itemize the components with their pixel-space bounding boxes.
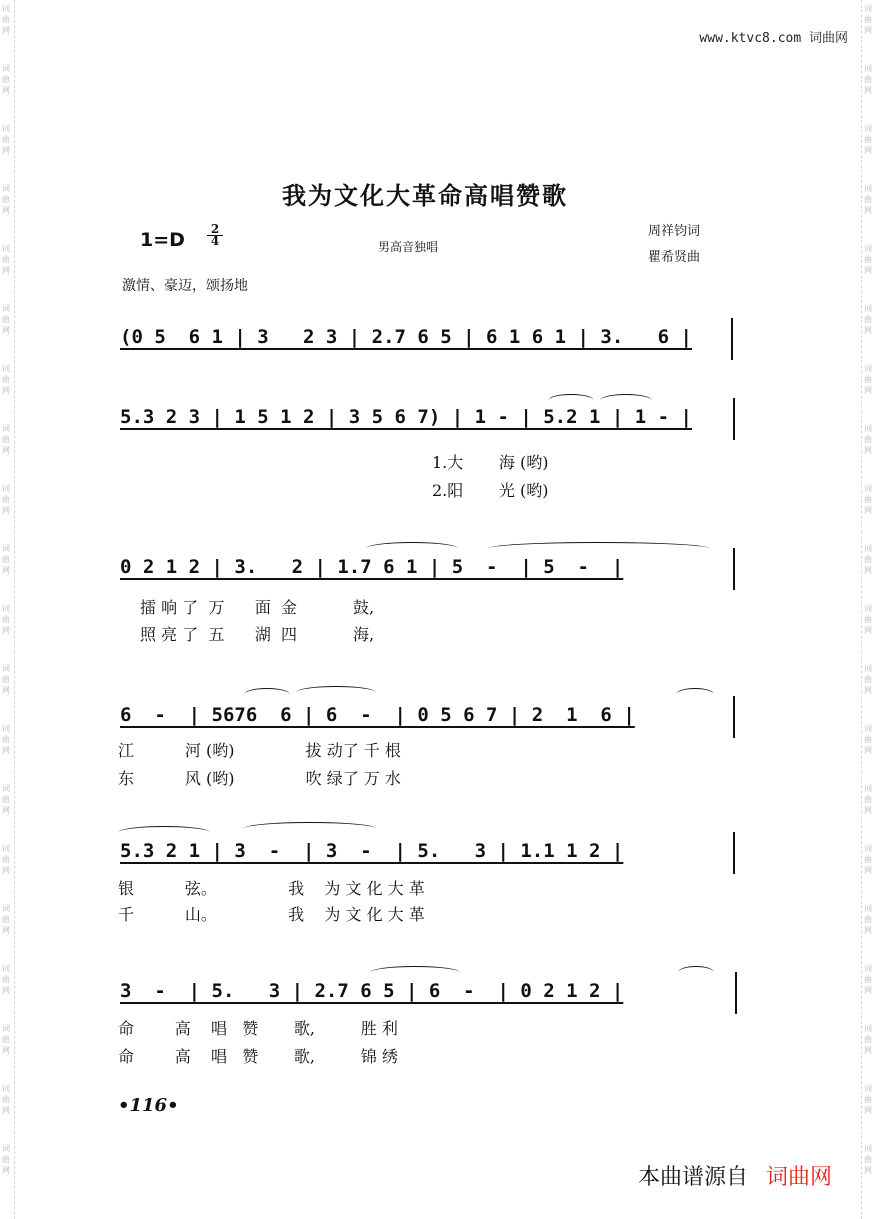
top-watermark[interactable]: www.ktvc8.com 词曲网 bbox=[699, 31, 848, 46]
lyric-verse-2: 东 风 (哟) 吹 绿了 万 水 bbox=[118, 769, 401, 788]
side-watermark-glyph: 网 bbox=[864, 626, 872, 635]
tempo-marking: 激情、豪迈，颂扬地 bbox=[122, 278, 248, 294]
side-watermark-glyph: 词 bbox=[2, 604, 10, 613]
side-watermark-glyph: 网 bbox=[864, 86, 872, 95]
side-watermark-glyph: 词 bbox=[864, 1144, 872, 1153]
side-watermark-glyph: 词 bbox=[864, 304, 872, 313]
side-watermark-glyph: 词 bbox=[864, 724, 872, 733]
side-watermark-glyph: 词 bbox=[864, 4, 872, 13]
side-watermark-glyph: 曲 bbox=[864, 615, 872, 624]
side-watermark-glyph: 词 bbox=[864, 1084, 872, 1093]
side-watermark-glyph: 曲 bbox=[864, 1095, 872, 1104]
side-watermark-glyph: 网 bbox=[864, 566, 872, 575]
side-watermark-glyph: 网 bbox=[2, 626, 10, 635]
jianpu-notes: 5.3 2 1 | 3 - | 3 - | 5. 3 | 1.1 1 2 | bbox=[120, 840, 624, 862]
side-watermark-glyph: 网 bbox=[2, 206, 10, 215]
lyric-verse-2: 千 山。 我 为 文 化 大 革 bbox=[118, 905, 425, 924]
side-watermark-glyph: 曲 bbox=[864, 1155, 872, 1164]
song-title: 我为文化大革命高唱赞歌 bbox=[282, 181, 568, 210]
side-watermark-glyph: 词 bbox=[864, 844, 872, 853]
side-watermark-glyph: 曲 bbox=[864, 195, 872, 204]
side-watermark-glyph: 词 bbox=[2, 124, 10, 133]
side-watermark-glyph: 网 bbox=[864, 326, 872, 335]
side-watermark-glyph: 词 bbox=[864, 664, 872, 673]
jianpu-notes: 3 - | 5. 3 | 2.7 6 5 | 6 - | 0 2 1 2 | bbox=[120, 980, 624, 1002]
side-watermark-glyph: 网 bbox=[864, 146, 872, 155]
staff-line bbox=[0, 542, 876, 602]
side-watermark-glyph: 曲 bbox=[2, 15, 10, 24]
side-watermark-glyph: 词 bbox=[864, 484, 872, 493]
side-watermark-glyph: 网 bbox=[864, 866, 872, 875]
side-watermark-glyph: 词 bbox=[2, 964, 10, 973]
side-watermark-glyph: 网 bbox=[2, 26, 10, 35]
side-watermark-glyph: 词 bbox=[2, 664, 10, 673]
side-watermark-glyph: 曲 bbox=[2, 915, 10, 924]
lyric-verse-1: 擂 响 了 万 面 金 鼓, bbox=[140, 598, 375, 617]
slur bbox=[118, 826, 210, 839]
side-watermark-glyph: 曲 bbox=[864, 675, 872, 684]
lyricist-credit: 周祥钧词 bbox=[648, 224, 701, 239]
slur bbox=[370, 966, 460, 979]
lyric-verse-2: 2.阳 光 (哟) bbox=[432, 481, 549, 500]
side-watermark-glyph: 词 bbox=[2, 844, 10, 853]
key-signature: 1=D bbox=[140, 229, 185, 251]
side-watermark-glyph: 词 bbox=[2, 484, 10, 493]
side-watermark-glyph: 词 bbox=[2, 724, 10, 733]
barline bbox=[733, 696, 735, 738]
slur bbox=[366, 542, 458, 555]
right-watermark-strip bbox=[861, 0, 876, 1219]
side-watermark-glyph: 网 bbox=[2, 866, 10, 875]
slur bbox=[676, 688, 714, 701]
source-text: 本曲谱源自 bbox=[637, 1165, 748, 1190]
side-watermark-glyph: 网 bbox=[864, 266, 872, 275]
barline bbox=[731, 318, 733, 360]
side-watermark-glyph: 曲 bbox=[2, 855, 10, 864]
side-watermark-glyph: 曲 bbox=[864, 855, 872, 864]
side-watermark-glyph: 网 bbox=[864, 506, 872, 515]
side-watermark-glyph: 网 bbox=[2, 686, 10, 695]
side-watermark-glyph: 网 bbox=[864, 1106, 872, 1115]
side-watermark-glyph: 词 bbox=[2, 4, 10, 13]
performance-note: 男高音独唱 bbox=[378, 240, 439, 254]
side-watermark-glyph: 网 bbox=[2, 1166, 10, 1175]
side-watermark-glyph: 网 bbox=[2, 446, 10, 455]
side-watermark-glyph: 词 bbox=[864, 904, 872, 913]
side-watermark-glyph: 网 bbox=[864, 746, 872, 755]
barline bbox=[735, 972, 737, 1014]
slur bbox=[678, 966, 714, 979]
side-watermark-glyph: 曲 bbox=[2, 735, 10, 744]
side-watermark-glyph: 曲 bbox=[864, 975, 872, 984]
side-watermark-glyph: 词 bbox=[2, 784, 10, 793]
side-watermark-glyph: 曲 bbox=[864, 555, 872, 564]
side-watermark-glyph: 网 bbox=[864, 1166, 872, 1175]
side-watermark-glyph: 词 bbox=[864, 964, 872, 973]
side-watermark-glyph: 曲 bbox=[864, 75, 872, 84]
side-watermark-glyph: 曲 bbox=[864, 915, 872, 924]
side-watermark-glyph: 网 bbox=[2, 926, 10, 935]
side-watermark-glyph: 曲 bbox=[864, 435, 872, 444]
staff-line bbox=[0, 312, 876, 372]
side-watermark-glyph: 曲 bbox=[2, 675, 10, 684]
barline bbox=[733, 832, 735, 874]
lyric-verse-1: 江 河 (哟) 拔 动了 千 根 bbox=[118, 741, 401, 760]
side-watermark-glyph: 词 bbox=[864, 184, 872, 193]
side-watermark-glyph: 曲 bbox=[2, 375, 10, 384]
side-watermark-glyph: 网 bbox=[2, 86, 10, 95]
side-watermark-glyph: 词 bbox=[2, 364, 10, 373]
side-watermark-glyph: 词 bbox=[864, 544, 872, 553]
side-watermark-glyph: 网 bbox=[864, 386, 872, 395]
side-watermark-glyph: 曲 bbox=[864, 375, 872, 384]
side-watermark-glyph: 网 bbox=[864, 206, 872, 215]
side-watermark-glyph: 词 bbox=[2, 544, 10, 553]
slur bbox=[488, 542, 710, 555]
side-watermark-glyph: 网 bbox=[2, 1046, 10, 1055]
side-watermark-glyph: 词 bbox=[2, 904, 10, 913]
side-watermark-glyph: 网 bbox=[2, 386, 10, 395]
lyric-verse-2: 命 高 唱 赞 歌, 锦 绣 bbox=[118, 1047, 398, 1066]
side-watermark-glyph: 词 bbox=[2, 184, 10, 193]
side-watermark-glyph: 曲 bbox=[2, 1035, 10, 1044]
side-watermark-glyph: 网 bbox=[2, 986, 10, 995]
side-watermark-glyph: 曲 bbox=[2, 75, 10, 84]
jianpu-notes: 5.3 2 3 | 1 5 1 2 | 3 5 6 7) | 1 - | 5.2 1 | 1 - | bbox=[120, 406, 692, 428]
side-watermark-glyph: 网 bbox=[2, 146, 10, 155]
jianpu-notes: 0 2 1 2 | 3. 2 | 1.7 6 1 | 5 - | 5 - | bbox=[120, 556, 624, 578]
side-watermark-glyph: 曲 bbox=[2, 1155, 10, 1164]
side-watermark-glyph: 曲 bbox=[2, 315, 10, 324]
side-watermark-glyph: 词 bbox=[864, 604, 872, 613]
lyric-verse-1: 银 弦。 我 为 文 化 大 革 bbox=[118, 879, 425, 898]
side-watermark-glyph: 曲 bbox=[864, 135, 872, 144]
side-watermark-glyph: 曲 bbox=[864, 1035, 872, 1044]
page-number: •116• bbox=[118, 1095, 179, 1116]
slur bbox=[296, 686, 376, 699]
barline bbox=[733, 548, 735, 590]
side-watermark-glyph: 词 bbox=[864, 424, 872, 433]
side-watermark-glyph: 网 bbox=[2, 806, 10, 815]
side-watermark-glyph: 曲 bbox=[864, 255, 872, 264]
side-watermark-glyph: 词 bbox=[2, 1144, 10, 1153]
jianpu-notes: (0 5 6 1 | 3 2 3 | 2.7 6 5 | 6 1 6 1 | 3. 6 | bbox=[120, 326, 692, 348]
side-watermark-glyph: 词 bbox=[2, 64, 10, 73]
side-watermark-glyph: 曲 bbox=[2, 795, 10, 804]
side-watermark-glyph: 网 bbox=[864, 26, 872, 35]
side-watermark-glyph: 曲 bbox=[2, 195, 10, 204]
side-watermark-glyph: 网 bbox=[2, 326, 10, 335]
side-watermark-glyph: 曲 bbox=[864, 735, 872, 744]
meter-denominator: 4 bbox=[207, 235, 223, 247]
side-watermark-glyph: 曲 bbox=[2, 1095, 10, 1104]
side-watermark-glyph: 网 bbox=[864, 686, 872, 695]
side-watermark-glyph: 网 bbox=[2, 266, 10, 275]
bottom-watermark[interactable] bbox=[638, 1160, 832, 1191]
lyric-verse-1: 1.大 海 (哟) bbox=[432, 453, 549, 472]
side-watermark-glyph: 曲 bbox=[2, 435, 10, 444]
side-watermark-glyph: 网 bbox=[2, 1106, 10, 1115]
barline bbox=[733, 398, 735, 440]
side-watermark-glyph: 词 bbox=[864, 1024, 872, 1033]
side-watermark-glyph: 网 bbox=[864, 986, 872, 995]
side-watermark-glyph: 曲 bbox=[864, 495, 872, 504]
side-watermark-glyph: 曲 bbox=[2, 255, 10, 264]
time-signature bbox=[207, 224, 223, 247]
slur bbox=[244, 822, 376, 835]
side-watermark-glyph: 词 bbox=[864, 244, 872, 253]
side-watermark-glyph: 网 bbox=[2, 506, 10, 515]
side-watermark-glyph: 词 bbox=[864, 784, 872, 793]
side-watermark-glyph: 词 bbox=[864, 364, 872, 373]
lyric-verse-2: 照 亮 了 五 湖 四 海, bbox=[140, 625, 375, 644]
side-watermark-glyph: 词 bbox=[2, 244, 10, 253]
side-watermark-glyph: 词 bbox=[864, 124, 872, 133]
side-watermark-glyph: 网 bbox=[2, 746, 10, 755]
side-watermark-glyph: 词 bbox=[2, 424, 10, 433]
side-watermark-glyph: 曲 bbox=[2, 975, 10, 984]
side-watermark-glyph: 网 bbox=[864, 446, 872, 455]
side-watermark-glyph: 词 bbox=[2, 1024, 10, 1033]
side-watermark-glyph: 曲 bbox=[2, 615, 10, 624]
side-watermark-glyph: 网 bbox=[864, 806, 872, 815]
staff-line bbox=[0, 392, 876, 452]
side-watermark-glyph: 网 bbox=[864, 926, 872, 935]
side-watermark-glyph: 词 bbox=[2, 1084, 10, 1093]
side-watermark-glyph: 曲 bbox=[864, 315, 872, 324]
jianpu-notes: 6 - | 5676 6 | 6 - | 0 5 6 7 | 2 1 6 | bbox=[120, 704, 635, 726]
side-watermark-glyph: 曲 bbox=[864, 795, 872, 804]
side-watermark-glyph: 网 bbox=[2, 566, 10, 575]
side-watermark-glyph: 曲 bbox=[864, 15, 872, 24]
side-watermark-glyph: 词 bbox=[2, 304, 10, 313]
composer-credit: 瞿希贤曲 bbox=[648, 250, 701, 265]
meter-numerator: 2 bbox=[210, 222, 220, 236]
slur bbox=[244, 688, 290, 701]
lyric-verse-1: 命 高 唱 赞 歌, 胜 利 bbox=[118, 1019, 398, 1038]
side-watermark-glyph: 曲 bbox=[2, 495, 10, 504]
side-watermark-glyph: 网 bbox=[864, 1046, 872, 1055]
side-watermark-glyph: 词 bbox=[864, 64, 872, 73]
brand-link[interactable]: 词曲网 bbox=[765, 1165, 832, 1190]
side-watermark-glyph: 曲 bbox=[2, 555, 10, 564]
side-watermark-glyph: 曲 bbox=[2, 135, 10, 144]
